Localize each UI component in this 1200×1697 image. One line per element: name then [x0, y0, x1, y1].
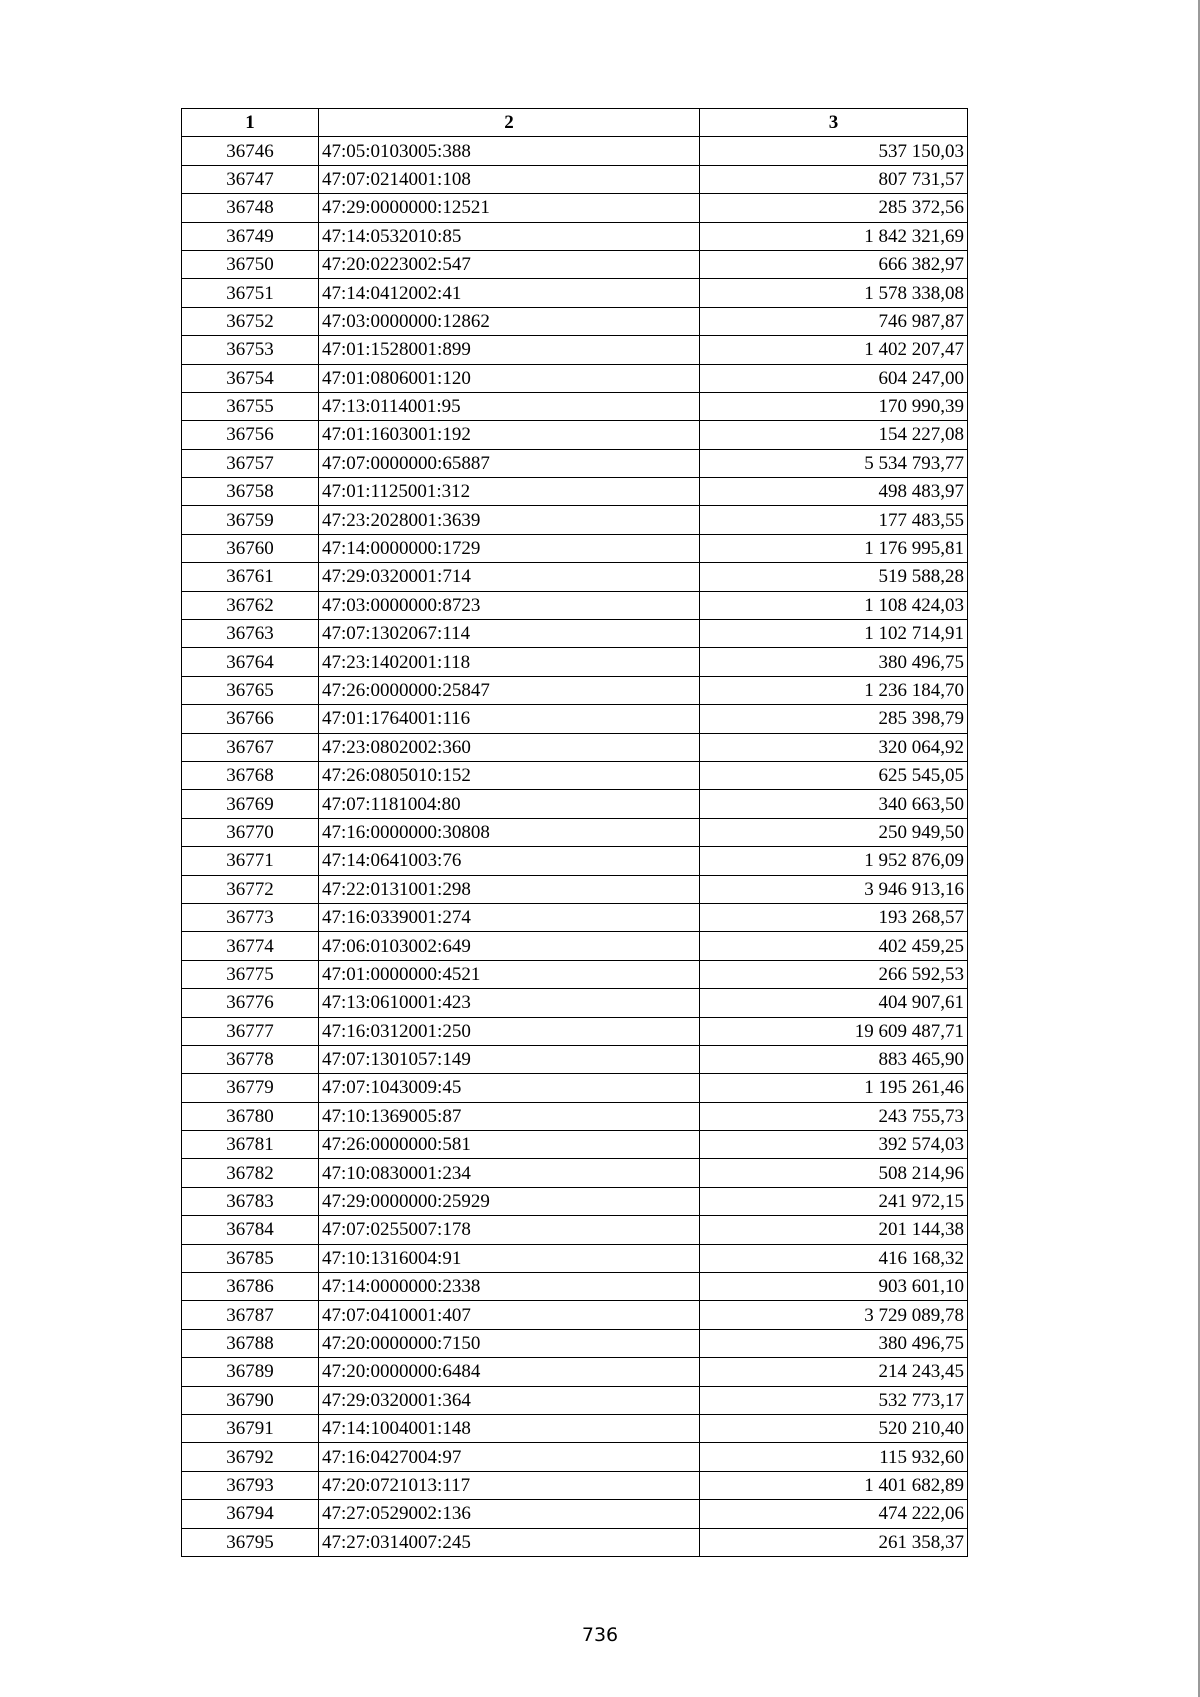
cadastral-value-cell: 380 496,75 — [700, 1329, 968, 1357]
row-number-cell: 36762 — [182, 591, 319, 619]
cadastral-number-cell: 47:07:0214001:108 — [319, 165, 700, 193]
table-row — [182, 960, 968, 988]
row-number-cell: 36789 — [182, 1358, 319, 1386]
cadastral-value-cell: 115 932,60 — [700, 1443, 968, 1471]
row-number-cell: 36775 — [182, 960, 319, 988]
cadastral-number-cell: 47:14:0641003:76 — [319, 847, 700, 875]
cadastral-number-cell: 47:10:1369005:87 — [319, 1102, 700, 1130]
cadastral-number-cell: 47:26:0000000:25847 — [319, 676, 700, 704]
column-header-1: 1 — [182, 109, 319, 137]
cadastral-value-cell: 508 214,96 — [700, 1159, 968, 1187]
row-number-cell: 36768 — [182, 761, 319, 789]
cadastral-value-cell: 474 222,06 — [700, 1500, 968, 1528]
cadastral-number-cell: 47:01:1125001:312 — [319, 478, 700, 506]
cadastral-value-cell: 1 236 184,70 — [700, 676, 968, 704]
cadastral-value-cell: 520 210,40 — [700, 1414, 968, 1442]
cadastral-value-cell: 170 990,39 — [700, 392, 968, 420]
cadastral-number-cell: 47:07:0255007:178 — [319, 1216, 700, 1244]
table-row — [182, 1386, 968, 1414]
cadastral-value-cell: 201 144,38 — [700, 1216, 968, 1244]
row-number-cell: 36781 — [182, 1131, 319, 1159]
table-row — [182, 1244, 968, 1272]
table-row — [182, 506, 968, 534]
row-number-cell: 36790 — [182, 1386, 319, 1414]
cadastral-number-cell: 47:01:1603001:192 — [319, 421, 700, 449]
cadastral-number-cell: 47:07:1043009:45 — [319, 1074, 700, 1102]
table-row — [182, 1414, 968, 1442]
cadastral-number-cell: 47:13:0114001:95 — [319, 392, 700, 420]
cadastral-value-cell: 320 064,92 — [700, 733, 968, 761]
cadastral-value-table — [181, 108, 968, 1557]
row-number-cell: 36749 — [182, 222, 319, 250]
header-row — [182, 109, 968, 137]
row-number-cell: 36751 — [182, 279, 319, 307]
cadastral-value-cell: 266 592,53 — [700, 960, 968, 988]
cadastral-value-cell: 392 574,03 — [700, 1131, 968, 1159]
cadastral-number-cell: 47:14:0000000:1729 — [319, 534, 700, 562]
row-number-cell: 36792 — [182, 1443, 319, 1471]
row-number-cell: 36785 — [182, 1244, 319, 1272]
cadastral-number-cell: 47:14:0000000:2338 — [319, 1273, 700, 1301]
row-number-cell: 36766 — [182, 705, 319, 733]
cadastral-value-cell: 154 227,08 — [700, 421, 968, 449]
table-row — [182, 620, 968, 648]
cadastral-value-cell: 261 358,37 — [700, 1528, 968, 1556]
cadastral-number-cell: 47:03:0000000:8723 — [319, 591, 700, 619]
cadastral-number-cell: 47:03:0000000:12862 — [319, 307, 700, 335]
cadastral-number-cell: 47:29:0320001:364 — [319, 1386, 700, 1414]
row-number-cell: 36782 — [182, 1159, 319, 1187]
row-number-cell: 36779 — [182, 1074, 319, 1102]
table-row — [182, 534, 968, 562]
cadastral-value-cell: 604 247,00 — [700, 364, 968, 392]
cadastral-number-cell: 47:01:0806001:120 — [319, 364, 700, 392]
table-row — [182, 818, 968, 846]
cadastral-number-cell: 47:14:0412002:41 — [319, 279, 700, 307]
table-row — [182, 478, 968, 506]
table-row — [182, 648, 968, 676]
table-row — [182, 392, 968, 420]
cadastral-value-cell: 1 578 338,08 — [700, 279, 968, 307]
table-row — [182, 222, 968, 250]
cadastral-value-cell: 214 243,45 — [700, 1358, 968, 1386]
row-number-cell: 36784 — [182, 1216, 319, 1244]
row-number-cell: 36767 — [182, 733, 319, 761]
row-number-cell: 36755 — [182, 392, 319, 420]
cadastral-number-cell: 47:27:0529002:136 — [319, 1500, 700, 1528]
row-number-cell: 36787 — [182, 1301, 319, 1329]
cadastral-number-cell: 47:07:1301057:149 — [319, 1045, 700, 1073]
cadastral-number-cell: 47:20:0000000:7150 — [319, 1329, 700, 1357]
row-number-cell: 36791 — [182, 1414, 319, 1442]
cadastral-value-cell: 250 949,50 — [700, 818, 968, 846]
cadastral-number-cell: 47:01:1528001:899 — [319, 336, 700, 364]
row-number-cell: 36794 — [182, 1500, 319, 1528]
row-number-cell: 36778 — [182, 1045, 319, 1073]
cadastral-number-cell: 47:20:0000000:6484 — [319, 1358, 700, 1386]
cadastral-value-cell: 532 773,17 — [700, 1386, 968, 1414]
table-row — [182, 307, 968, 335]
table-row — [182, 932, 968, 960]
cadastral-value-cell: 3 946 913,16 — [700, 875, 968, 903]
table-row — [182, 1500, 968, 1528]
row-number-cell: 36757 — [182, 449, 319, 477]
row-number-cell: 36774 — [182, 932, 319, 960]
cadastral-value-cell: 5 534 793,77 — [700, 449, 968, 477]
row-number-cell: 36750 — [182, 250, 319, 278]
cadastral-number-cell: 47:01:1764001:116 — [319, 705, 700, 733]
table-row — [182, 591, 968, 619]
table-row — [182, 1102, 968, 1130]
row-number-cell: 36776 — [182, 989, 319, 1017]
table-row — [182, 449, 968, 477]
table-row — [182, 279, 968, 307]
cadastral-number-cell: 47:10:1316004:91 — [319, 1244, 700, 1272]
row-number-cell: 36761 — [182, 563, 319, 591]
cadastral-value-cell: 903 601,10 — [700, 1273, 968, 1301]
cadastral-number-cell: 47:14:0532010:85 — [319, 222, 700, 250]
cadastral-value-cell: 285 398,79 — [700, 705, 968, 733]
cadastral-number-cell: 47:20:0721013:117 — [319, 1471, 700, 1499]
cadastral-number-cell: 47:14:1004001:148 — [319, 1414, 700, 1442]
cadastral-value-cell: 416 168,32 — [700, 1244, 968, 1272]
cadastral-value-cell: 537 150,03 — [700, 137, 968, 165]
cadastral-number-cell: 47:06:0103002:649 — [319, 932, 700, 960]
cadastral-number-cell: 47:26:0805010:152 — [319, 761, 700, 789]
row-number-cell: 36780 — [182, 1102, 319, 1130]
row-number-cell: 36746 — [182, 137, 319, 165]
table-row — [182, 563, 968, 591]
row-number-cell: 36793 — [182, 1471, 319, 1499]
cadastral-value-table-container — [181, 108, 968, 1557]
cadastral-number-cell: 47:07:1181004:80 — [319, 790, 700, 818]
table-row — [182, 847, 968, 875]
table-row — [182, 875, 968, 903]
cadastral-value-cell: 1 102 714,91 — [700, 620, 968, 648]
row-number-cell: 36764 — [182, 648, 319, 676]
cadastral-value-cell: 498 483,97 — [700, 478, 968, 506]
cadastral-value-cell: 340 663,50 — [700, 790, 968, 818]
cadastral-value-cell: 1 842 321,69 — [700, 222, 968, 250]
table-row — [182, 989, 968, 1017]
cadastral-number-cell: 47:20:0223002:547 — [319, 250, 700, 278]
cadastral-number-cell: 47:16:0000000:30808 — [319, 818, 700, 846]
cadastral-number-cell: 47:29:0320001:714 — [319, 563, 700, 591]
table-row — [182, 1216, 968, 1244]
cadastral-value-cell: 19 609 487,71 — [700, 1017, 968, 1045]
row-number-cell: 36748 — [182, 194, 319, 222]
cadastral-number-cell: 47:07:0410001:407 — [319, 1301, 700, 1329]
table-row — [182, 705, 968, 733]
row-number-cell: 36753 — [182, 336, 319, 364]
cadastral-value-cell: 1 401 682,89 — [700, 1471, 968, 1499]
cadastral-value-cell: 402 459,25 — [700, 932, 968, 960]
row-number-cell: 36777 — [182, 1017, 319, 1045]
cadastral-number-cell: 47:07:1302067:114 — [319, 620, 700, 648]
cadastral-value-cell: 193 268,57 — [700, 903, 968, 931]
row-number-cell: 36772 — [182, 875, 319, 903]
table-row — [182, 1187, 968, 1215]
row-number-cell: 36756 — [182, 421, 319, 449]
cadastral-number-cell: 47:27:0314007:245 — [319, 1528, 700, 1556]
cadastral-value-cell: 1 176 995,81 — [700, 534, 968, 562]
cadastral-value-cell: 519 588,28 — [700, 563, 968, 591]
cadastral-number-cell: 47:29:0000000:25929 — [319, 1187, 700, 1215]
row-number-cell: 36747 — [182, 165, 319, 193]
cadastral-number-cell: 47:10:0830001:234 — [319, 1159, 700, 1187]
row-number-cell: 36771 — [182, 847, 319, 875]
table-row — [182, 1017, 968, 1045]
cadastral-value-cell: 243 755,73 — [700, 1102, 968, 1130]
cadastral-value-cell: 241 972,15 — [700, 1187, 968, 1215]
column-header-3: 3 — [700, 109, 968, 137]
table-row — [182, 1329, 968, 1357]
table-row — [182, 137, 968, 165]
row-number-cell: 36763 — [182, 620, 319, 648]
cadastral-number-cell: 47:23:2028001:3639 — [319, 506, 700, 534]
table-row — [182, 364, 968, 392]
cadastral-value-cell: 1 402 207,47 — [700, 336, 968, 364]
cadastral-number-cell: 47:13:0610001:423 — [319, 989, 700, 1017]
table-row — [182, 1358, 968, 1386]
table-row — [182, 761, 968, 789]
row-number-cell: 36759 — [182, 506, 319, 534]
cadastral-value-cell: 666 382,97 — [700, 250, 968, 278]
cadastral-number-cell: 47:05:0103005:388 — [319, 137, 700, 165]
table-row — [182, 1528, 968, 1556]
table-header — [182, 109, 968, 137]
row-number-cell: 36795 — [182, 1528, 319, 1556]
row-number-cell: 36783 — [182, 1187, 319, 1215]
table-row — [182, 421, 968, 449]
row-number-cell: 36769 — [182, 790, 319, 818]
cadastral-number-cell: 47:29:0000000:12521 — [319, 194, 700, 222]
row-number-cell: 36786 — [182, 1273, 319, 1301]
table-row — [182, 676, 968, 704]
row-number-cell: 36765 — [182, 676, 319, 704]
table-row — [182, 194, 968, 222]
cadastral-value-cell: 746 987,87 — [700, 307, 968, 335]
column-header-2: 2 — [319, 109, 700, 137]
cadastral-value-cell: 1 952 876,09 — [700, 847, 968, 875]
table-row — [182, 903, 968, 931]
cadastral-number-cell: 47:07:0000000:65887 — [319, 449, 700, 477]
table-row — [182, 1131, 968, 1159]
cadastral-value-cell: 285 372,56 — [700, 194, 968, 222]
row-number-cell: 36770 — [182, 818, 319, 846]
table-row — [182, 1273, 968, 1301]
row-number-cell: 36773 — [182, 903, 319, 931]
cadastral-value-cell: 380 496,75 — [700, 648, 968, 676]
table-row — [182, 1301, 968, 1329]
cadastral-number-cell: 47:16:0427004:97 — [319, 1443, 700, 1471]
cadastral-value-cell: 177 483,55 — [700, 506, 968, 534]
cadastral-number-cell: 47:22:0131001:298 — [319, 875, 700, 903]
cadastral-value-cell: 883 465,90 — [700, 1045, 968, 1073]
table-row — [182, 1443, 968, 1471]
cadastral-value-cell: 1 108 424,03 — [700, 591, 968, 619]
row-number-cell: 36754 — [182, 364, 319, 392]
row-number-cell: 36752 — [182, 307, 319, 335]
cadastral-value-cell: 1 195 261,46 — [700, 1074, 968, 1102]
table-row — [182, 336, 968, 364]
row-number-cell: 36760 — [182, 534, 319, 562]
cadastral-value-cell: 3 729 089,78 — [700, 1301, 968, 1329]
cadastral-value-cell: 404 907,61 — [700, 989, 968, 1017]
table-row — [182, 733, 968, 761]
table-row — [182, 1074, 968, 1102]
cadastral-value-cell: 807 731,57 — [700, 165, 968, 193]
cadastral-number-cell: 47:01:0000000:4521 — [319, 960, 700, 988]
row-number-cell: 36788 — [182, 1329, 319, 1357]
table-row — [182, 1159, 968, 1187]
page-number: 736 — [581, 1624, 619, 1646]
table-row — [182, 250, 968, 278]
cadastral-number-cell: 47:16:0339001:274 — [319, 903, 700, 931]
cadastral-number-cell: 47:23:1402001:118 — [319, 648, 700, 676]
table-body — [182, 137, 968, 1557]
cadastral-number-cell: 47:26:0000000:581 — [319, 1131, 700, 1159]
cadastral-number-cell: 47:23:0802002:360 — [319, 733, 700, 761]
table-row — [182, 1045, 968, 1073]
table-row — [182, 790, 968, 818]
row-number-cell: 36758 — [182, 478, 319, 506]
cadastral-number-cell: 47:16:0312001:250 — [319, 1017, 700, 1045]
cadastral-value-cell: 625 545,05 — [700, 761, 968, 789]
table-row — [182, 165, 968, 193]
table-row — [182, 1471, 968, 1499]
